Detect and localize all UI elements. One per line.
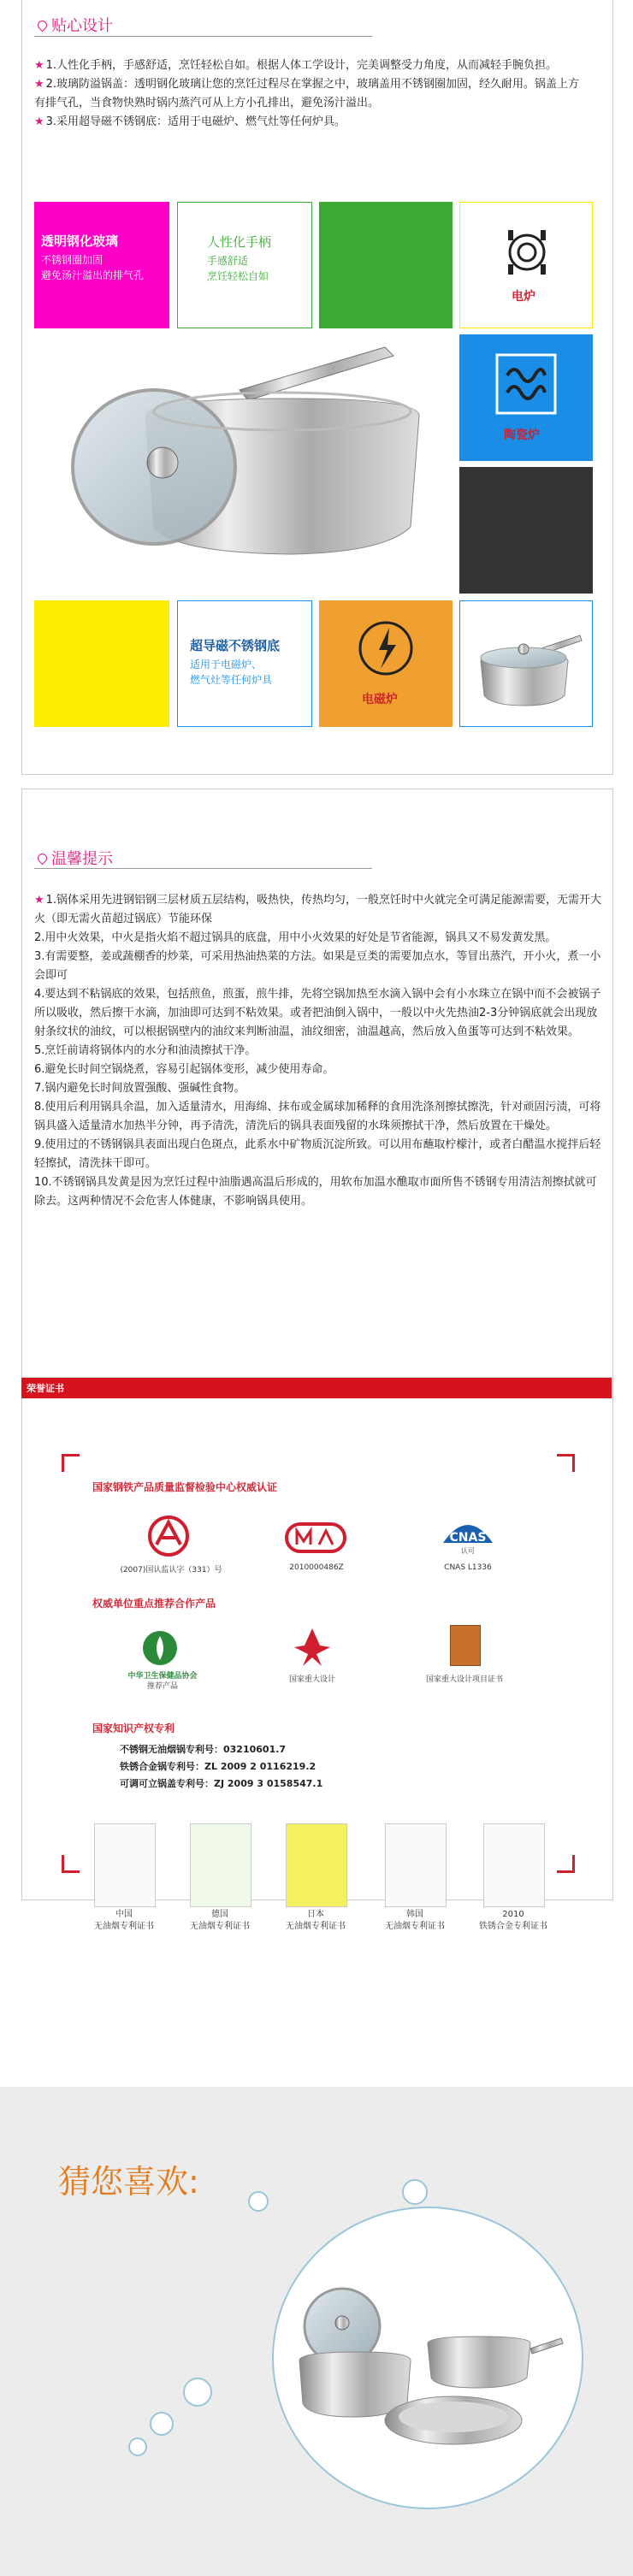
- recommend-title: 权威单位重点推荐合作产品: [92, 1598, 216, 1610]
- base-tile: [177, 600, 312, 727]
- cookware-set-image: [282, 2266, 565, 2455]
- feature-item: ★ 1.人性化手柄，手感舒适，烹饪轻松自如。根据人体工学设计，完美调整受力角度，从而减轻手腕负担。: [34, 59, 558, 72]
- base-line: 燃气灶等任何炉具: [190, 674, 273, 686]
- patent-line: 可调可立锅盖专利号：ZJ 2009 3 0158547.1: [120, 1778, 323, 1789]
- cma-logo: [285, 1521, 346, 1555]
- logo-caption: 2010000486Z: [289, 1563, 344, 1572]
- logo-caption: 推荐产品: [146, 1682, 178, 1691]
- cma-ccc-logo: [143, 1514, 194, 1558]
- tip-item: ★ 1.锅体采用先进钢铝钢三层材质五层结构，吸热快，传热均匀，一般烹饪时中火就完全可满足能源需要，无需开大火（即无需火苗超过锅底）节能环保: [34, 894, 602, 925]
- tip-item: 7.锅内避免长时间放置强酸、强碱性食物。: [34, 1082, 246, 1095]
- cnas-logo: [438, 1512, 498, 1555]
- authority-title: 国家钢铁产品质量监督检验中心权威认证: [92, 1481, 278, 1493]
- guess-title: 猜您喜欢:: [58, 2163, 199, 2201]
- pot-thumbnail-tile: [459, 600, 593, 727]
- patent-certificate-image: [94, 1823, 156, 1907]
- logo-caption: 国家重大设计项目证书: [425, 1675, 503, 1684]
- doc-caption: 德国 无油烟专利证书: [190, 1910, 250, 1931]
- doc-caption: 日本 无油烟专利证书: [286, 1910, 346, 1931]
- health-association-logo: [141, 1629, 179, 1667]
- patent-line: 铁锈合金锅专利号：ZL 2009 2 0116219.2: [120, 1761, 316, 1772]
- base-title: 超导磁不锈钢底: [190, 638, 281, 653]
- bubble-decoration: [248, 2191, 269, 2212]
- logo-caption: 中华卫生保健品协会: [127, 1672, 198, 1681]
- tip-item: 9.使用过的不锈钢锅具表面出现白色斑点，此系水中矿物质沉淀所致。可以用布蘸取柠檬汁，或者白醋温水搅拌后轻轻擦拭，清洗抹干即可。: [34, 1138, 601, 1170]
- base-line: 适用于电磁炉、: [190, 659, 263, 671]
- glass-lid-line: 不锈钢圈加固: [41, 254, 104, 266]
- induction-label: 电磁炉: [362, 693, 398, 706]
- frame-corner: [557, 1454, 575, 1472]
- yellow-tile: [34, 600, 169, 727]
- bubble-decoration: [128, 2437, 147, 2456]
- frame-corner: [62, 1855, 80, 1873]
- tip-item: 4.要达到不粘锅底的效果，包括煎鱼，煎蛋，煎牛排，先将空锅加热至水滴入锅中会有小水珠立在锅中而不会被锅子所以吸收，然后擦干水滴，加油即可达到不粘效果。或者把油倒入锅中，一般以中火先热油2-3分钟锅底就会出现放射条纹状的油纹，可以根据锅壁内的油纹来判断油温，油纹细密，油温越高，然后放入鱼蛋等可达到不粘效果。: [34, 988, 601, 1038]
- patent-certificate-image: [190, 1823, 251, 1907]
- bubble-decoration: [150, 2412, 174, 2436]
- dark-tile: [459, 467, 593, 594]
- glass-lid-title: 透明钢化玻璃: [41, 233, 119, 249]
- ceramic-stove-tile: [459, 334, 593, 461]
- doc-caption: 中国 无油烟专利证书: [94, 1910, 154, 1931]
- ip-title: 国家知识产权专利: [92, 1722, 175, 1734]
- pot-thumbnail-image: [469, 618, 585, 711]
- tips-title-divider: [34, 868, 372, 869]
- handle-line: 手感舒适: [207, 255, 249, 267]
- patent-certificate-image: [385, 1823, 447, 1907]
- svg-text:CNAS: CNAS: [449, 1531, 487, 1545]
- design-feature-list: [34, 56, 590, 132]
- ceramic-stove-label: 陶瓷炉: [504, 428, 540, 442]
- induction-tile: [319, 600, 453, 727]
- handle-line: 烹饪轻松自如: [207, 270, 269, 282]
- patent-certificate-image: [483, 1823, 545, 1907]
- glass-lid-line: 避免汤汁溢出的排气孔: [41, 269, 145, 281]
- tip-item: 3.有需要整，姜或蔬棚香的炒菜，可采用热油热菜的方法。如果是豆类的需要加点水，等冒出蒸汽，开小火，煮一小会即可: [34, 950, 601, 982]
- doc-caption: 韩国 无油烟专利证书: [385, 1910, 445, 1931]
- bubble-decoration: [183, 2378, 212, 2407]
- pot-with-glass-lid-image: [43, 287, 445, 570]
- bubble-decoration: [402, 2179, 428, 2205]
- tip-item: 6.避免长时间空锅烧煮，容易引起锅体变形，减少使用寿命。: [34, 1063, 334, 1076]
- tips-title: 温馨提示: [51, 850, 113, 868]
- national-design-logo: [291, 1625, 334, 1668]
- patent-line: 不锈钢无油烟锅专利号：03210601.7: [120, 1744, 287, 1755]
- logo-caption: CNAS L1336: [444, 1563, 492, 1572]
- design-title: 贴心设计: [51, 17, 113, 35]
- tip-item: 2.用中火效果，中火是指火焰不超过锅具的底盘，用中小火效果的好处是节省能源，锅具又不易发黄发黑。: [34, 931, 557, 944]
- design-title-divider: [34, 36, 372, 37]
- ceramic-stove-icon: [492, 350, 560, 418]
- cert-header-bar: [21, 1378, 612, 1398]
- stove-tile: [459, 202, 593, 328]
- handle-title: 人性化手柄: [207, 234, 272, 250]
- feature-item: ★ 3.采用超导磁不锈钢底：适用于电磁炉、燃气灶等任何炉具。: [34, 115, 346, 128]
- logo-caption: 国家重大设计: [288, 1675, 335, 1684]
- frame-corner: [557, 1855, 575, 1873]
- patent-certificate-image: [286, 1823, 347, 1907]
- tip-item: 8.使用后利用锅具余温，加入适量清水，用海绵、抹布或金属球加稀释的食用洗涤剂擦拭擦洗，针对顽固污渍，可将锅具盛入适量清水加热半分钟，再予清洗，清洗后的锅具表面残留的水珠须擦拭干净，然后放置在干燥处。: [34, 1101, 601, 1132]
- svg-text:认可: 认可: [461, 1547, 475, 1555]
- doc-caption: 2010 铁锈合金专利证书: [479, 1910, 547, 1931]
- logo-caption: (2007)国认监认字（331）号: [120, 1566, 222, 1575]
- induction-stove-icon: [353, 616, 418, 681]
- tip-item: 10.不锈钢锅具发黄是因为烹饪过程中油脂遇高温后形成的，用软布加温水醮取市面所售不锈钢专用清洁剂擦拭就可除去。这两种情况不会危害人体健康，不影响锅具使用。: [34, 1176, 597, 1208]
- frame-corner: [62, 1454, 80, 1472]
- tips-list: [34, 891, 603, 1211]
- cert-header-label: 荣誉证书: [27, 1383, 64, 1394]
- stove-label: 电炉: [512, 290, 535, 304]
- tip-item: 5.烹饪前请将锅体内的水分和油渍擦拭干净。: [34, 1044, 257, 1057]
- feature-item: ★ 2.玻璃防溢锅盖：透明钢化玻璃让您的烹饪过程尽在掌握之中，玻璃盖用不锈钢圈加固，经久耐用。锅盖上方有排气孔，当食物快熟时锅内蒸汽可从上方小孔排出，避免汤汁溢出。: [34, 78, 580, 109]
- stove-icon: [496, 227, 558, 281]
- certificate-book-icon: [450, 1625, 481, 1666]
